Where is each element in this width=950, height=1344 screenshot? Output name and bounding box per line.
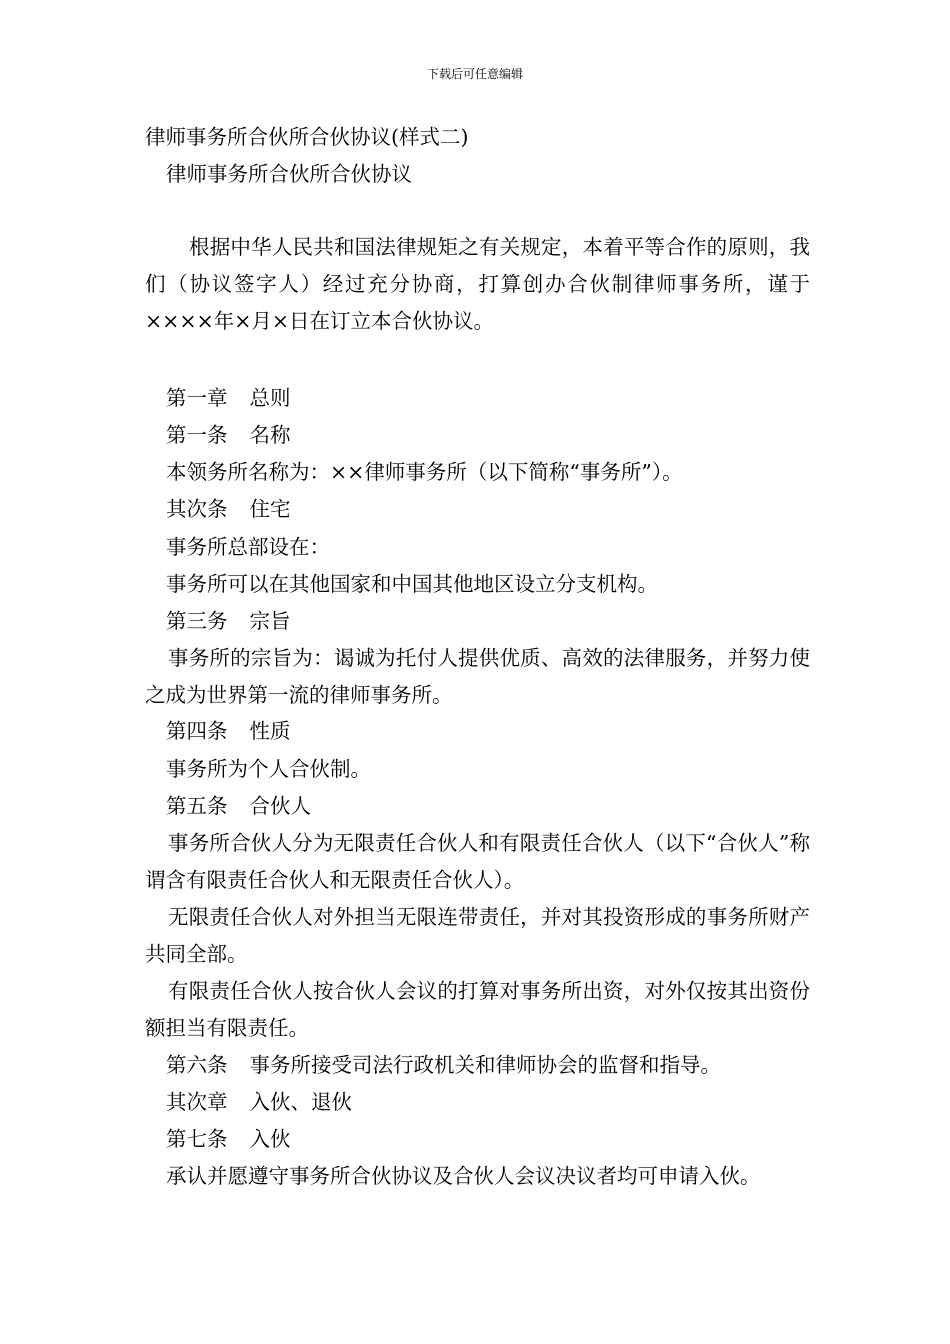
chapter-number: 其次章 — [166, 1090, 228, 1114]
article-number: 第三务 — [166, 609, 228, 633]
article-7-text: 承认并愿遵守事务所合伙协议及合伙人会议决议者均可申请入伙。 — [166, 1164, 761, 1188]
article-number: 其次条 — [166, 497, 228, 521]
article-1-heading — [145, 422, 810, 448]
article-name: 性质 — [249, 719, 291, 743]
article-4-text: 事务所为个人合伙制。 — [166, 757, 371, 781]
article-number: 第七条 — [166, 1127, 228, 1151]
article-6-heading — [145, 1052, 810, 1078]
chapter-1-heading — [145, 385, 810, 411]
article-name: 住宅 — [249, 497, 291, 521]
article-name: 入伙 — [249, 1127, 291, 1151]
chapter-2-heading — [145, 1089, 810, 1115]
chapter-number: 第一章 — [166, 386, 228, 410]
article-3-text: 事务所的宗旨为：谒诚为托付人提供优质、高效的法律服务，并努力使之成为世界第一流的律师事务所。 — [145, 646, 810, 707]
document-subtitle: 律师事务所合伙所合伙协议 — [166, 162, 412, 186]
article-5-text-3: 有限责任合伙人按合伙人会议的打算对事务所出资，对外仅按其出资份额担当有限责任。 — [145, 979, 810, 1040]
article-1-text: 本领务所名称为：××律师事务所（以下简称“事务所”）。 — [166, 460, 683, 484]
article-name: 名称 — [249, 423, 291, 447]
page-header: 下载后可任意编辑 — [426, 67, 523, 81]
article-number: 第六条 — [166, 1053, 228, 1077]
chapter-name: 入伙、退伙 — [249, 1090, 352, 1114]
preamble-paragraph: 根据中华人民共和国法律规矩之有关规定，本着平等合作的原则，我们（协议签字人）经过充分协商，打算创办合伙制律师事务所，谨于××××年×月×日在订立本合伙协议。 — [145, 235, 810, 333]
article-5-text-2: 无限责任合伙人对外担当无限连带责任，并对其投资形成的事务所财产共同全部。 — [145, 905, 810, 966]
article-4-heading — [145, 718, 810, 744]
article-name: 事务所接受司法行政机关和律师协会的监督和指导。 — [249, 1053, 721, 1077]
article-5-heading — [145, 793, 810, 819]
article-number: 第一条 — [166, 423, 228, 447]
article-number: 第四条 — [166, 719, 228, 743]
article-7-heading — [145, 1126, 810, 1152]
article-5-text-1: 事务所合伙人分为无限责任合伙人和有限责任合伙人（以下“合伙人”称谓含有限责任合伙人和无限责任合伙人）。 — [145, 831, 810, 892]
article-2-text-1: 事务所总部设在： — [166, 535, 330, 559]
article-number: 第五条 — [166, 794, 228, 818]
article-name: 宗旨 — [249, 609, 291, 633]
article-2-heading — [145, 496, 810, 522]
chapter-name: 总则 — [249, 386, 291, 410]
document-title: 律师事务所合伙所合伙协议(样式二) — [145, 125, 469, 149]
article-name: 合伙人 — [249, 794, 311, 818]
article-2-text-2: 事务所可以在其他国家和中国其他地区设立分支机构。 — [166, 572, 658, 596]
article-3-heading — [145, 608, 810, 634]
